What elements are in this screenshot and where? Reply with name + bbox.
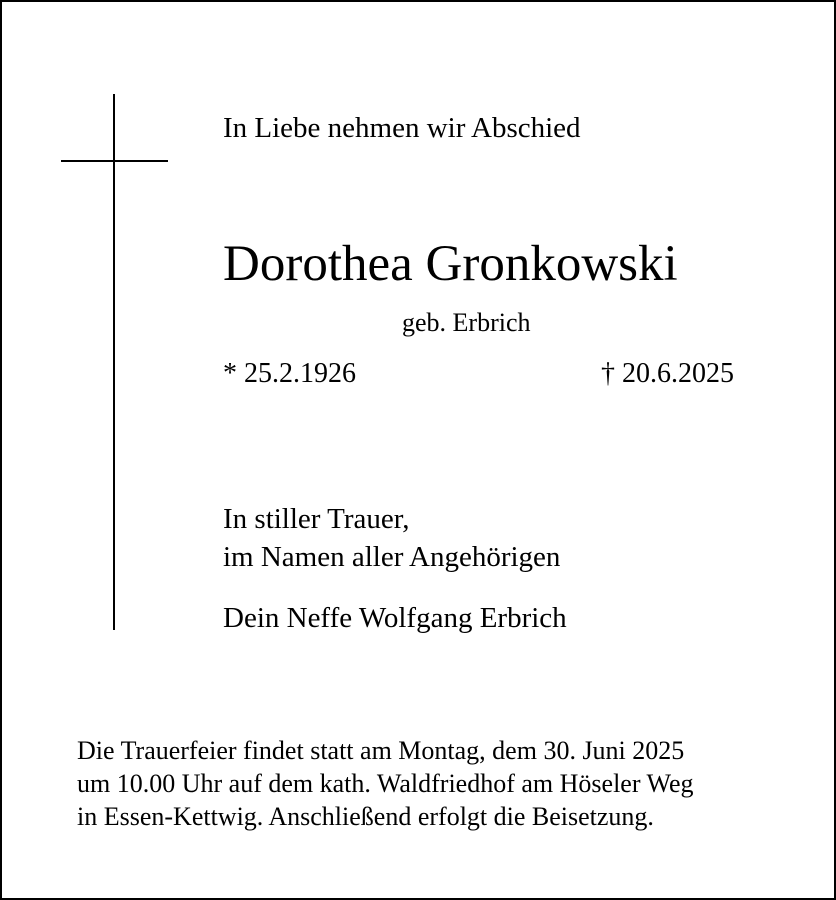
funeral-line: in Essen-Kettwig. Anschließend erfolgt die Beisetzung.	[77, 802, 654, 831]
death-date: † 20.6.2025	[601, 358, 734, 389]
birth-date: * 25.2.1926	[223, 358, 356, 389]
maiden-name: geb. Erbrich	[402, 308, 531, 337]
cross-horizontal-bar	[61, 160, 168, 162]
mourning-text	[223, 500, 560, 576]
mourning-line: In stiller Trauer,	[223, 503, 410, 535]
deceased-name: Dorothea Gronkowski	[223, 236, 678, 292]
mourning-line: im Namen aller Angehörigen	[223, 541, 561, 573]
funeral-line: Die Trauerfeier findet statt am Montag, dem 30. Juni 2025	[77, 736, 685, 765]
signature: Dein Neffe Wolfgang Erbrich	[223, 602, 567, 634]
funeral-line: um 10.00 Uhr auf dem kath. Waldfriedhof am Höseler Weg	[77, 769, 694, 798]
cross-vertical-bar	[113, 94, 115, 630]
intro-line: In Liebe nehmen wir Abschied	[223, 112, 581, 144]
funeral-info	[77, 734, 694, 833]
